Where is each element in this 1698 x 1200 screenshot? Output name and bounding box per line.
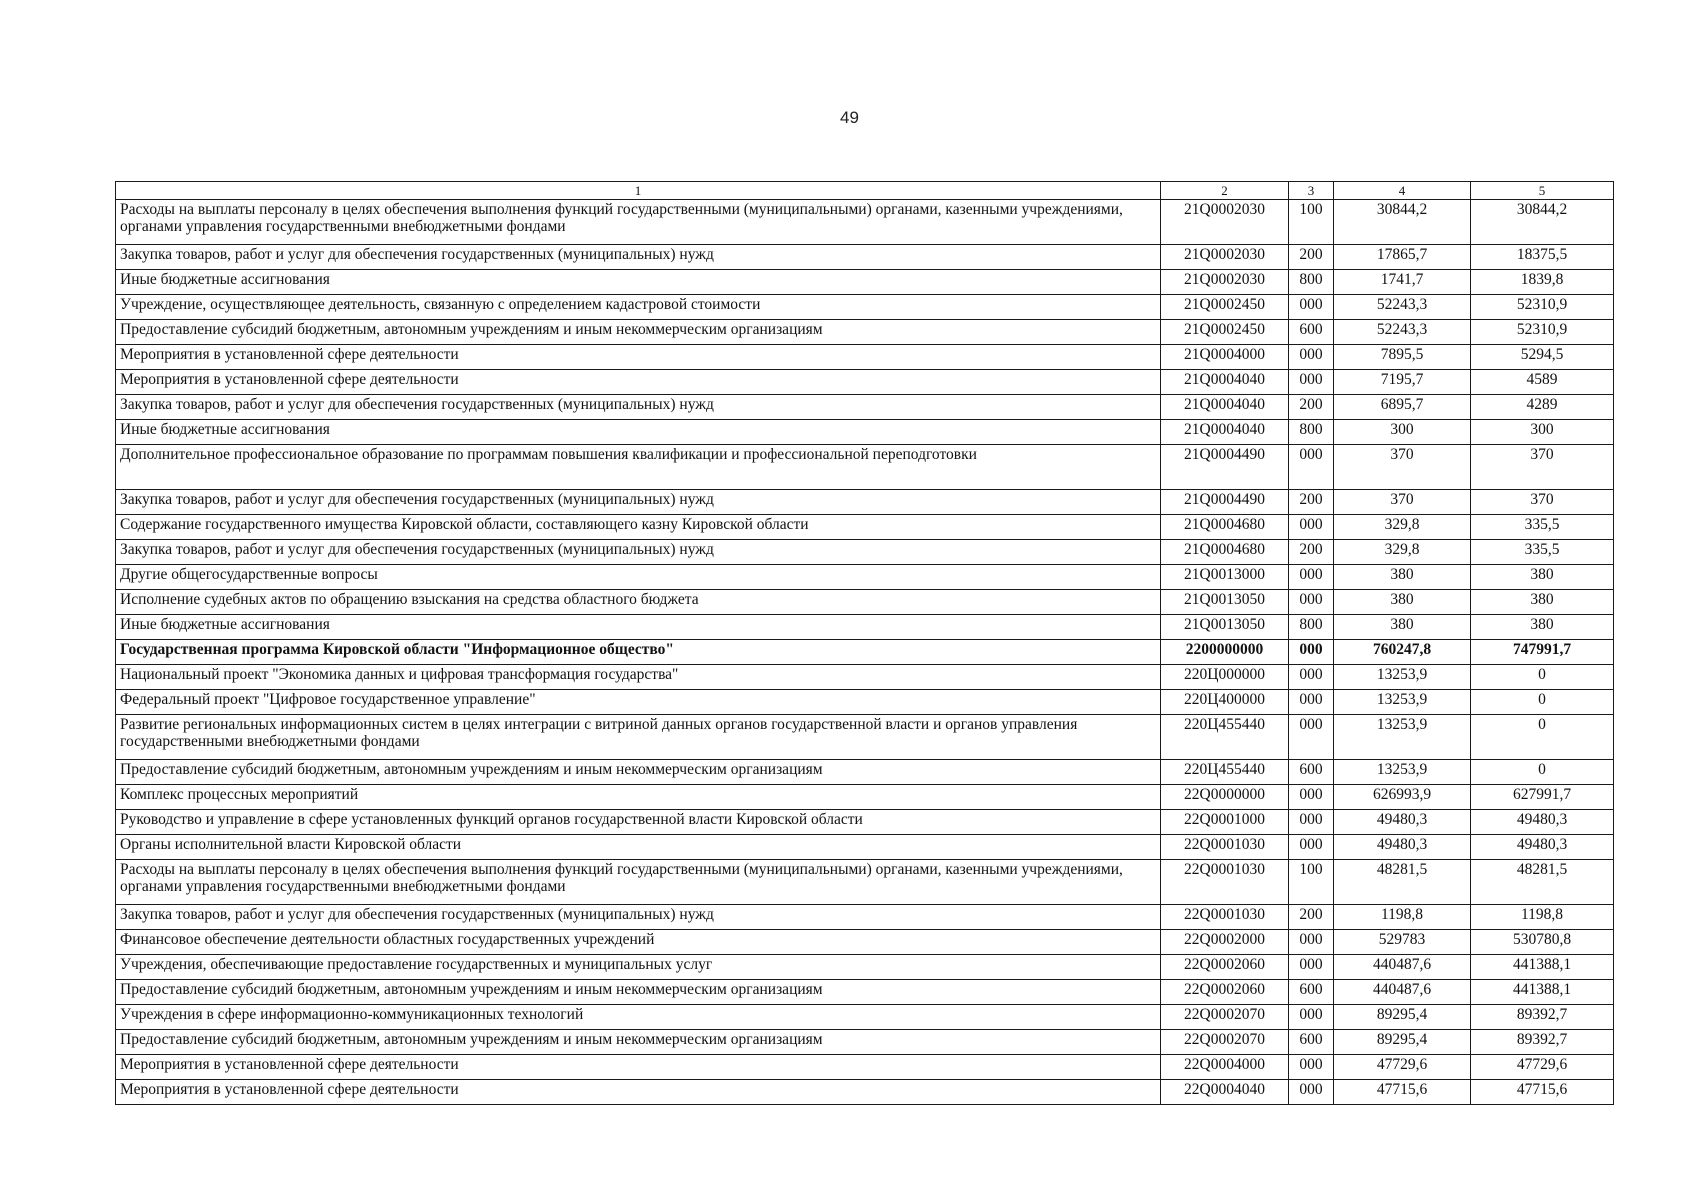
row-code: 22Q0000000	[1161, 785, 1289, 810]
row-code: 21Q0004040	[1161, 395, 1289, 420]
row-expense-type: 600	[1289, 320, 1334, 345]
row-code: 22Q0004040	[1161, 1080, 1289, 1105]
table-row	[116, 640, 1614, 665]
row-code: 21Q0002030	[1161, 270, 1289, 295]
row-expense-type: 000	[1289, 370, 1334, 395]
row-code: 21Q0002030	[1161, 245, 1289, 270]
row-expense-type: 000	[1289, 930, 1334, 955]
row-name: Другие общегосударственные вопросы	[116, 565, 1161, 590]
row-amount-col5: 380	[1471, 590, 1614, 615]
row-amount-col5: 380	[1471, 615, 1614, 640]
row-amount-col5: 380	[1471, 565, 1614, 590]
row-name: Дополнительное профессиональное образование по программам повышения квалификации и профессиональной переподготовки	[116, 445, 1161, 490]
row-code: 22Q0002060	[1161, 955, 1289, 980]
row-amount-col4: 760247,8	[1334, 640, 1471, 665]
table-row	[116, 1080, 1614, 1105]
row-expense-type: 200	[1289, 905, 1334, 930]
header-col-2: 2	[1161, 182, 1289, 200]
row-code: 21Q0002450	[1161, 295, 1289, 320]
row-amount-col5: 0	[1471, 665, 1614, 690]
row-amount-col4: 49480,3	[1334, 835, 1471, 860]
row-expense-type: 000	[1289, 640, 1334, 665]
row-name: Мероприятия в установленной сфере деятельности	[116, 1080, 1161, 1105]
row-amount-col4: 49480,3	[1334, 810, 1471, 835]
table-row	[116, 860, 1614, 905]
budget-table	[115, 181, 1614, 1105]
row-expense-type: 000	[1289, 835, 1334, 860]
header-col-4: 4	[1334, 182, 1471, 200]
row-code: 21Q0004490	[1161, 445, 1289, 490]
row-code: 22Q0002060	[1161, 980, 1289, 1005]
row-amount-col4: 626993,9	[1334, 785, 1471, 810]
row-name: Комплекс процессных мероприятий	[116, 785, 1161, 810]
row-amount-col4: 48281,5	[1334, 860, 1471, 905]
row-name: Руководство и управление в сфере установленных функций органов государственной власти Кировской области	[116, 810, 1161, 835]
row-expense-type: 000	[1289, 345, 1334, 370]
row-amount-col5: 89392,7	[1471, 1005, 1614, 1030]
table-row	[116, 810, 1614, 835]
row-expense-type: 200	[1289, 395, 1334, 420]
row-amount-col4: 7195,7	[1334, 370, 1471, 395]
row-expense-type: 000	[1289, 665, 1334, 690]
row-code: 21Q0004040	[1161, 370, 1289, 395]
row-expense-type: 000	[1289, 445, 1334, 490]
row-amount-col5: 18375,5	[1471, 245, 1614, 270]
row-code: 22Q0004000	[1161, 1055, 1289, 1080]
row-amount-col4: 52243,3	[1334, 320, 1471, 345]
row-amount-col4: 17865,7	[1334, 245, 1471, 270]
row-name: Закупка товаров, работ и услуг для обеспечения государственных (муниципальных) нужд	[116, 395, 1161, 420]
table-row	[116, 445, 1614, 490]
row-amount-col5: 4589	[1471, 370, 1614, 395]
table-row	[116, 715, 1614, 760]
row-amount-col5: 370	[1471, 490, 1614, 515]
row-amount-col4: 1198,8	[1334, 905, 1471, 930]
table-row	[116, 1055, 1614, 1080]
row-amount-col5: 1839,8	[1471, 270, 1614, 295]
row-code: 22Q0001030	[1161, 905, 1289, 930]
row-code: 21Q0004680	[1161, 515, 1289, 540]
row-name: Исполнение судебных актов по обращению взыскания на средства областного бюджета	[116, 590, 1161, 615]
row-amount-col5: 370	[1471, 445, 1614, 490]
row-amount-col5: 441388,1	[1471, 955, 1614, 980]
row-amount-col4: 329,8	[1334, 540, 1471, 565]
row-amount-col4: 529783	[1334, 930, 1471, 955]
row-name: Органы исполнительной власти Кировской области	[116, 835, 1161, 860]
row-amount-col5: 52310,9	[1471, 320, 1614, 345]
row-amount-col5: 5294,5	[1471, 345, 1614, 370]
row-amount-col4: 380	[1334, 590, 1471, 615]
row-expense-type: 800	[1289, 615, 1334, 640]
row-expense-type: 000	[1289, 590, 1334, 615]
row-name: Содержание государственного имущества Кировской области, составляющего казну Кировской области	[116, 515, 1161, 540]
row-name: Иные бюджетные ассигнования	[116, 420, 1161, 445]
row-code: 21Q0004000	[1161, 345, 1289, 370]
row-amount-col5: 530780,8	[1471, 930, 1614, 955]
table-body	[116, 200, 1614, 1105]
row-amount-col5: 1198,8	[1471, 905, 1614, 930]
row-amount-col5: 47715,6	[1471, 1080, 1614, 1105]
row-name: Иные бюджетные ассигнования	[116, 270, 1161, 295]
row-amount-col5: 48281,5	[1471, 860, 1614, 905]
row-code: 22Q0001000	[1161, 810, 1289, 835]
row-amount-col4: 47715,6	[1334, 1080, 1471, 1105]
row-code: 21Q0002030	[1161, 200, 1289, 245]
row-expense-type: 000	[1289, 690, 1334, 715]
row-amount-col5: 52310,9	[1471, 295, 1614, 320]
row-amount-col5: 49480,3	[1471, 835, 1614, 860]
row-expense-type: 800	[1289, 420, 1334, 445]
row-name: Мероприятия в установленной сфере деятельности	[116, 370, 1161, 395]
table-row	[116, 270, 1614, 295]
header-col-1: 1	[116, 182, 1161, 200]
row-amount-col5: 0	[1471, 760, 1614, 785]
row-name: Закупка товаров, работ и услуг для обеспечения государственных (муниципальных) нужд	[116, 905, 1161, 930]
row-amount-col4: 300	[1334, 420, 1471, 445]
table-row	[116, 295, 1614, 320]
row-code: 21Q0013050	[1161, 615, 1289, 640]
row-expense-type: 600	[1289, 1030, 1334, 1055]
header-row	[116, 182, 1614, 200]
row-amount-col4: 89295,4	[1334, 1005, 1471, 1030]
row-name: Мероприятия в установленной сфере деятельности	[116, 1055, 1161, 1080]
row-code: 22Q0001030	[1161, 860, 1289, 905]
table-row	[116, 565, 1614, 590]
row-name: Расходы на выплаты персоналу в целях обеспечения выполнения функций государственными (муниципальными) органами, казенными учреждениями, органами управления государственными внебюджетными фондами	[116, 860, 1161, 905]
row-code: 2200000000	[1161, 640, 1289, 665]
table-row	[116, 930, 1614, 955]
table-row	[116, 590, 1614, 615]
table-row	[116, 980, 1614, 1005]
table-row	[116, 515, 1614, 540]
row-amount-col5: 89392,7	[1471, 1030, 1614, 1055]
row-name: Финансовое обеспечение деятельности областных государственных учреждений	[116, 930, 1161, 955]
row-name: Иные бюджетные ассигнования	[116, 615, 1161, 640]
table-row	[116, 345, 1614, 370]
row-amount-col4: 89295,4	[1334, 1030, 1471, 1055]
table-row	[116, 370, 1614, 395]
row-code: 220Ц455440	[1161, 760, 1289, 785]
table-row	[116, 615, 1614, 640]
row-name: Учреждения, обеспечивающие предоставление государственных и муниципальных услуг	[116, 955, 1161, 980]
row-amount-col4: 52243,3	[1334, 295, 1471, 320]
table-row	[116, 905, 1614, 930]
row-amount-col4: 329,8	[1334, 515, 1471, 540]
row-name: Расходы на выплаты персоналу в целях обеспечения выполнения функций государственными (муниципальными) органами, казенными учреждениями, органами управления государственными внебюджетными фондами	[116, 200, 1161, 245]
row-expense-type: 600	[1289, 760, 1334, 785]
row-expense-type: 000	[1289, 810, 1334, 835]
row-name: Учреждение, осуществляющее деятельность, связанную с определением кадастровой стоимости	[116, 295, 1161, 320]
row-amount-col5: 747991,7	[1471, 640, 1614, 665]
row-amount-col4: 7895,5	[1334, 345, 1471, 370]
row-amount-col4: 380	[1334, 565, 1471, 590]
table-row	[116, 955, 1614, 980]
row-code: 21Q0004040	[1161, 420, 1289, 445]
row-expense-type: 000	[1289, 955, 1334, 980]
row-name: Закупка товаров, работ и услуг для обеспечения государственных (муниципальных) нужд	[116, 245, 1161, 270]
row-expense-type: 000	[1289, 565, 1334, 590]
row-code: 22Q0002000	[1161, 930, 1289, 955]
row-name: Федеральный проект "Цифровое государственное управление"	[116, 690, 1161, 715]
row-amount-col5: 49480,3	[1471, 810, 1614, 835]
row-name: Предоставление субсидий бюджетным, автономным учреждениям и иным некоммерческим организациям	[116, 980, 1161, 1005]
row-expense-type: 000	[1289, 1005, 1334, 1030]
table-row	[116, 200, 1614, 245]
row-expense-type: 000	[1289, 1055, 1334, 1080]
row-amount-col4: 13253,9	[1334, 690, 1471, 715]
row-amount-col5: 47729,6	[1471, 1055, 1614, 1080]
row-expense-type: 000	[1289, 785, 1334, 810]
row-expense-type: 100	[1289, 860, 1334, 905]
row-amount-col5: 4289	[1471, 395, 1614, 420]
row-amount-col4: 47729,6	[1334, 1055, 1471, 1080]
row-name: Государственная программа Кировской области "Информационное общество"	[116, 640, 1161, 665]
row-expense-type: 200	[1289, 540, 1334, 565]
row-amount-col4: 13253,9	[1334, 715, 1471, 760]
table-row	[116, 320, 1614, 345]
page-number: 49	[840, 108, 859, 127]
table-row	[116, 690, 1614, 715]
header-col-5: 5	[1471, 182, 1614, 200]
row-amount-col4: 30844,2	[1334, 200, 1471, 245]
row-amount-col5: 441388,1	[1471, 980, 1614, 1005]
row-name: Национальный проект "Экономика данных и цифровая трансформация государства"	[116, 665, 1161, 690]
row-amount-col4: 13253,9	[1334, 760, 1471, 785]
table-row	[116, 1030, 1614, 1055]
row-name: Предоставление субсидий бюджетным, автономным учреждениям и иным некоммерческим организациям	[116, 1030, 1161, 1055]
row-amount-col4: 13253,9	[1334, 665, 1471, 690]
row-name: Развитие региональных информационных систем в целях интеграции с витриной данных органов государственной власти и органов управления государственными внебюджетными фондами	[116, 715, 1161, 760]
row-name: Закупка товаров, работ и услуг для обеспечения государственных (муниципальных) нужд	[116, 490, 1161, 515]
row-code: 22Q0002070	[1161, 1005, 1289, 1030]
row-amount-col5: 0	[1471, 715, 1614, 760]
row-code: 21Q0004490	[1161, 490, 1289, 515]
table-row	[116, 1005, 1614, 1030]
row-code: 21Q0013050	[1161, 590, 1289, 615]
row-amount-col4: 440487,6	[1334, 980, 1471, 1005]
row-expense-type: 000	[1289, 515, 1334, 540]
row-amount-col4: 1741,7	[1334, 270, 1471, 295]
row-code: 220Ц400000	[1161, 690, 1289, 715]
row-code: 22Q0002070	[1161, 1030, 1289, 1055]
row-amount-col5: 627991,7	[1471, 785, 1614, 810]
row-amount-col4: 380	[1334, 615, 1471, 640]
row-code: 22Q0001030	[1161, 835, 1289, 860]
row-code: 21Q0004680	[1161, 540, 1289, 565]
row-expense-type: 200	[1289, 490, 1334, 515]
table-row	[116, 785, 1614, 810]
row-expense-type: 600	[1289, 980, 1334, 1005]
row-expense-type: 100	[1289, 200, 1334, 245]
row-expense-type: 000	[1289, 295, 1334, 320]
table-row	[116, 245, 1614, 270]
row-amount-col4: 6895,7	[1334, 395, 1471, 420]
table-row	[116, 420, 1614, 445]
table-row	[116, 665, 1614, 690]
row-name: Предоставление субсидий бюджетным, автономным учреждениям и иным некоммерческим организациям	[116, 320, 1161, 345]
row-amount-col4: 440487,6	[1334, 955, 1471, 980]
row-name: Мероприятия в установленной сфере деятельности	[116, 345, 1161, 370]
row-amount-col5: 30844,2	[1471, 200, 1614, 245]
table-header	[116, 182, 1614, 200]
row-name: Предоставление субсидий бюджетным, автономным учреждениям и иным некоммерческим организациям	[116, 760, 1161, 785]
row-expense-type: 000	[1289, 1080, 1334, 1105]
row-code: 220Ц000000	[1161, 665, 1289, 690]
row-amount-col4: 370	[1334, 445, 1471, 490]
row-amount-col4: 370	[1334, 490, 1471, 515]
table-row	[116, 760, 1614, 785]
row-code: 21Q0013000	[1161, 565, 1289, 590]
row-expense-type: 200	[1289, 245, 1334, 270]
row-code: 21Q0002450	[1161, 320, 1289, 345]
row-amount-col5: 335,5	[1471, 515, 1614, 540]
row-amount-col5: 0	[1471, 690, 1614, 715]
row-amount-col5: 300	[1471, 420, 1614, 445]
row-code: 220Ц455440	[1161, 715, 1289, 760]
row-name: Учреждения в сфере информационно-коммуникационных технологий	[116, 1005, 1161, 1030]
row-name: Закупка товаров, работ и услуг для обеспечения государственных (муниципальных) нужд	[116, 540, 1161, 565]
row-expense-type: 800	[1289, 270, 1334, 295]
header-col-3: 3	[1289, 182, 1334, 200]
table-row	[116, 490, 1614, 515]
table-row	[116, 540, 1614, 565]
table-row	[116, 395, 1614, 420]
row-amount-col5: 335,5	[1471, 540, 1614, 565]
table-row	[116, 835, 1614, 860]
row-expense-type: 000	[1289, 715, 1334, 760]
